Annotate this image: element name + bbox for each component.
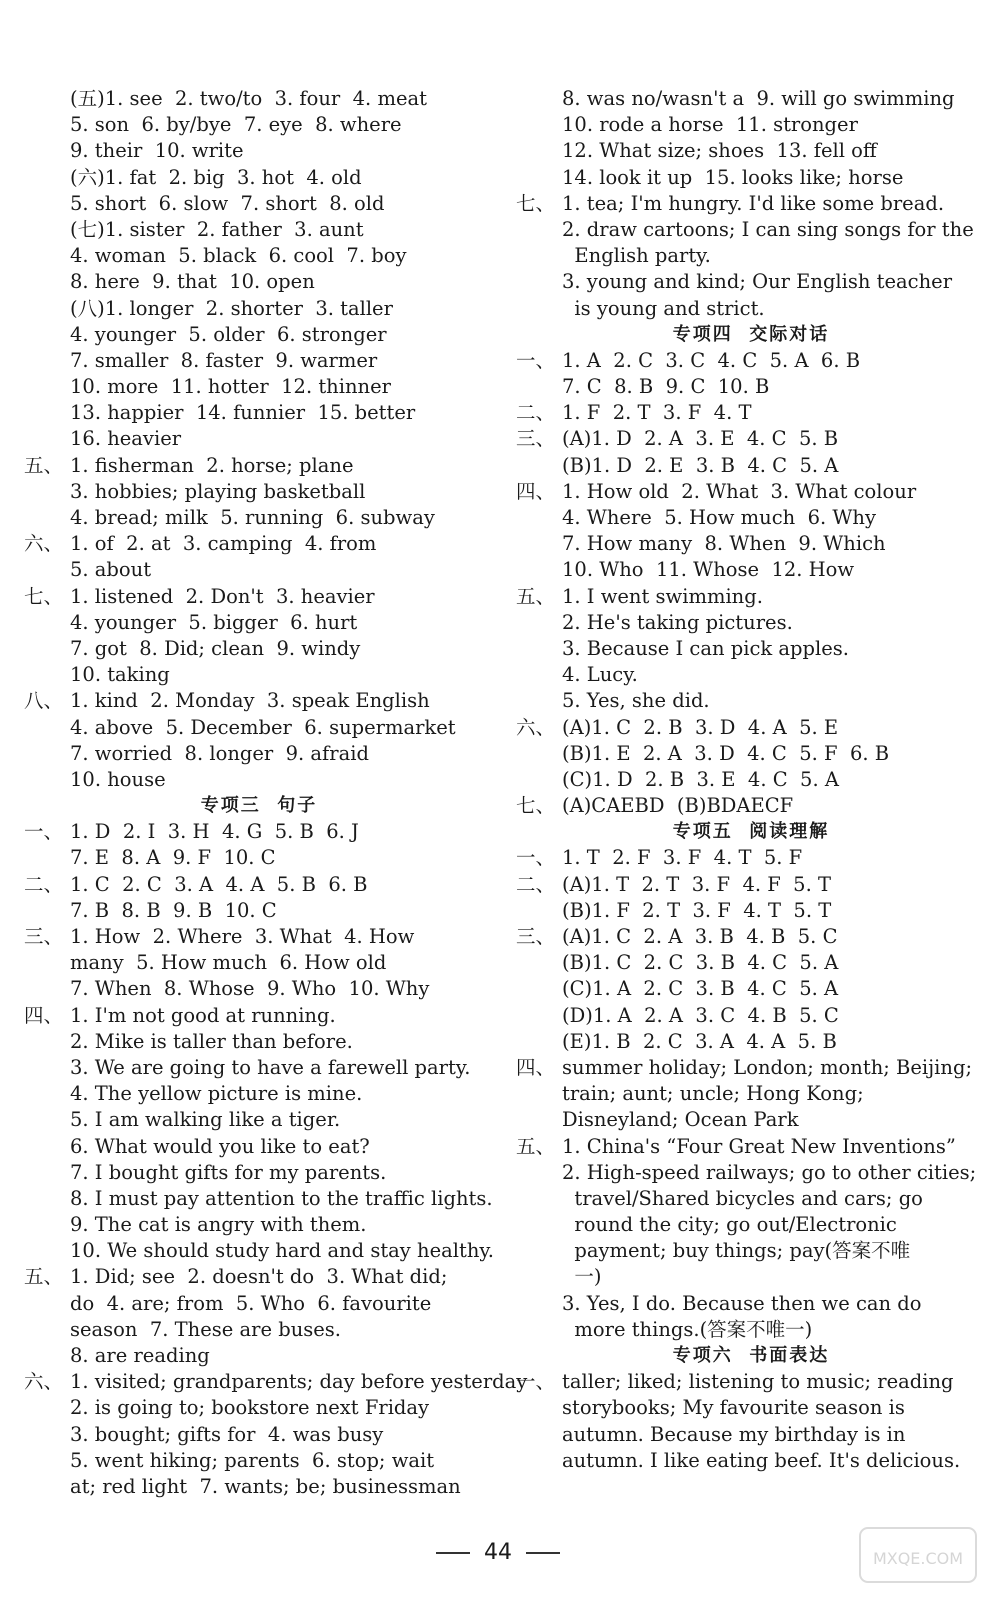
answer-line xyxy=(516,1160,986,1186)
answer-line xyxy=(24,453,494,479)
answer-line xyxy=(516,191,986,217)
answer-text: 7. When 8. Whose 9. Who 10. Why xyxy=(70,977,430,1001)
answer-text: 2. Mike is taller than before. xyxy=(70,1029,353,1053)
answer-line xyxy=(24,426,494,452)
answer-text: (五)1. see 2. two/to 3. four 4. meat xyxy=(70,87,427,110)
item-marker: 四、 xyxy=(24,1003,64,1027)
answer-line xyxy=(24,165,494,191)
answer-text: 14. look it up 15. looks like; horse xyxy=(562,165,904,189)
answer-line xyxy=(516,1395,986,1421)
answer-text: (七)1. sister 2. father 3. aunt xyxy=(70,217,364,241)
answer-line xyxy=(24,348,494,374)
answer-line xyxy=(24,1422,494,1448)
answer-line xyxy=(516,872,986,898)
answer-line xyxy=(516,505,986,531)
item-marker: 二、 xyxy=(516,872,556,896)
answer-text: 1. T 2. F 3. F 4. T 5. F xyxy=(562,846,803,870)
answer-text: 1. C 2. C 3. A 4. A 5. B 6. B xyxy=(70,872,368,896)
answer-text: 2. He's taking pictures. xyxy=(562,610,793,634)
answer-line xyxy=(24,296,494,322)
answer-text: at; red light 7. wants; be; businessman xyxy=(70,1474,461,1498)
answer-text: (C)1. D 2. B 3. E 4. C 5. A xyxy=(562,767,839,791)
answer-line xyxy=(516,1029,986,1055)
answer-line xyxy=(24,688,494,714)
answer-line xyxy=(24,505,494,531)
answer-text: (C)1. A 2. C 3. B 4. C 5. A xyxy=(562,977,839,1001)
answer-line xyxy=(516,1107,986,1133)
answer-text: 1. D 2. I 3. H 4. G 5. B 6. J xyxy=(70,820,359,844)
section-heading xyxy=(516,322,986,348)
answer-text: 3. young and kind; Our English teacher xyxy=(562,270,953,294)
answer-line xyxy=(24,374,494,400)
answer-line xyxy=(24,243,494,269)
answer-text: 4. above 5. December 6. supermarket xyxy=(70,715,456,739)
answer-text: (A)1. T 2. T 3. F 4. F 5. T xyxy=(562,872,831,896)
right-column xyxy=(516,86,986,1474)
answer-line xyxy=(516,1448,986,1474)
answer-text: 6. What would you like to eat? xyxy=(70,1134,370,1158)
answer-line xyxy=(24,1238,494,1264)
answer-text: 1. A 2. C 3. C 4. C 5. A 6. B xyxy=(562,348,861,372)
answer-text: (E)1. B 2. C 3. A 4. A 5. B xyxy=(562,1029,837,1053)
answer-text: 16. heavier xyxy=(70,427,182,451)
answer-text: 专项三 句子 xyxy=(200,795,318,817)
answer-line xyxy=(24,557,494,583)
answer-line xyxy=(24,138,494,164)
answer-text: (B)1. F 2. T 3. F 4. T 5. T xyxy=(562,898,832,922)
item-marker: 三、 xyxy=(24,925,64,948)
answer-line xyxy=(24,662,494,688)
answer-text: 7. I bought gifts for my parents. xyxy=(70,1160,387,1184)
answer-text: 4. younger 5. older 6. stronger xyxy=(70,322,387,346)
answer-line xyxy=(516,426,986,452)
item-marker: 一、 xyxy=(516,846,556,870)
answer-line xyxy=(24,1107,494,1133)
answer-text: 7. How many 8. When 9. Which xyxy=(562,532,886,556)
answer-line xyxy=(516,741,986,767)
answer-text: 9. their 10. write xyxy=(70,139,244,163)
answer-text: 5. son 6. by/bye 7. eye 8. where xyxy=(70,113,402,137)
answer-text: 10. taking xyxy=(70,663,170,687)
answer-line xyxy=(24,636,494,662)
answer-text: (八)1. longer 2. shorter 3. taller xyxy=(70,296,393,320)
answer-text: 9. The cat is angry with them. xyxy=(70,1213,367,1237)
answer-line xyxy=(24,1264,494,1290)
answer-text: 10. more 11. hotter 12. thinner xyxy=(70,375,391,399)
answer-text: 2. draw cartoons; I can sing songs for the xyxy=(562,217,974,241)
answer-line xyxy=(24,872,494,898)
item-marker: 七、 xyxy=(24,584,64,608)
answer-line xyxy=(24,950,494,976)
answer-line xyxy=(24,610,494,636)
answer-text: (B)1. E 2. A 3. D 4. C 5. F 6. B xyxy=(562,741,890,765)
answer-text: 3. Because I can pick apples. xyxy=(562,636,849,660)
answer-text: 10. rode a horse 11. stronger xyxy=(562,113,858,137)
answer-text: 1. listened 2. Don't 3. heavier xyxy=(70,584,375,608)
answer-line xyxy=(516,479,986,505)
answer-line xyxy=(24,1003,494,1029)
answer-text: (A)1. C 2. B 3. D 4. A 5. E xyxy=(562,715,839,739)
answer-text: 7. E 8. A 9. F 10. C xyxy=(70,846,276,870)
answer-line xyxy=(24,400,494,426)
answer-text: English party. xyxy=(562,244,711,268)
answer-text: 5. I am walking like a tiger. xyxy=(70,1108,341,1132)
answer-text: 专项六 书面表达 xyxy=(672,1345,830,1366)
answer-text: 1. F 2. T 3. F 4. T xyxy=(562,401,752,425)
answer-text: 专项四 交际对话 xyxy=(672,323,830,345)
section-heading xyxy=(516,819,986,845)
answer-text: 7. got 8. Did; clean 9. windy xyxy=(70,636,361,660)
answer-text: 3. We are going to have a farewell party. xyxy=(70,1055,471,1079)
answer-line xyxy=(24,767,494,793)
answer-line xyxy=(516,112,986,138)
answer-line xyxy=(24,819,494,845)
answer-text: 2. is going to; bookstore next Friday xyxy=(70,1396,430,1420)
answer-line xyxy=(24,1186,494,1212)
answer-line xyxy=(24,741,494,767)
item-marker: 六、 xyxy=(516,715,556,739)
answer-text: 12. What size; shoes 13. fell off xyxy=(562,139,877,163)
answer-line xyxy=(516,976,986,1002)
answer-text: 4. Lucy. xyxy=(562,663,638,687)
answer-line xyxy=(24,1474,494,1500)
answer-text: (六)1. fat 2. big 3. hot 4. old xyxy=(70,165,362,189)
answer-line xyxy=(516,793,986,819)
answer-text: Disneyland; Ocean Park xyxy=(562,1108,799,1132)
answer-line xyxy=(516,688,986,714)
answer-text: 7. smaller 8. faster 9. warmer xyxy=(70,348,378,372)
section-heading xyxy=(516,1343,986,1369)
answer-text: 7. worried 8. longer 9. afraid xyxy=(70,741,369,765)
answer-line xyxy=(516,584,986,610)
answer-text: is young and strict. xyxy=(562,296,765,320)
item-marker: 七、 xyxy=(516,191,556,215)
item-marker: 五、 xyxy=(516,1134,556,1158)
answer-text: 8. I must pay attention to the traffic lights. xyxy=(70,1186,493,1210)
answer-text: 5. went hiking; parents 6. stop; wait xyxy=(70,1448,435,1472)
answer-text: 7. C 8. B 9. C 10. B xyxy=(562,375,770,399)
answer-line xyxy=(24,1317,494,1343)
answer-text: 5. short 6. slow 7. short 8. old xyxy=(70,191,385,215)
answer-line xyxy=(516,217,986,243)
item-marker: 一、 xyxy=(516,348,556,372)
answer-text: (A)CAEBD (B)BDAECF xyxy=(562,794,794,818)
answer-line xyxy=(516,1238,986,1264)
item-marker: 六、 xyxy=(24,1370,64,1394)
answer-text: (B)1. C 2. C 3. B 4. C 5. A xyxy=(562,951,839,975)
item-marker: 一、 xyxy=(24,820,64,844)
answer-text: 3. Yes, I do. Because then we can do xyxy=(562,1291,922,1315)
answer-line xyxy=(516,610,986,636)
item-marker: 七、 xyxy=(516,794,556,818)
answer-line xyxy=(516,400,986,426)
answer-line xyxy=(516,1422,986,1448)
answer-text: 1. fisherman 2. horse; plane xyxy=(70,453,354,477)
item-marker: 五、 xyxy=(24,453,64,477)
item-marker: 三、 xyxy=(516,427,556,451)
answer-line xyxy=(516,374,986,400)
answer-line xyxy=(24,1029,494,1055)
answer-line xyxy=(24,1343,494,1369)
left-column xyxy=(24,86,528,1500)
answer-line xyxy=(24,217,494,243)
answer-line xyxy=(24,924,494,950)
answer-line xyxy=(516,950,986,976)
answer-line xyxy=(516,924,986,950)
answer-text: do 4. are; from 5. Who 6. favourite xyxy=(70,1291,432,1315)
answer-line xyxy=(24,86,494,112)
answer-line xyxy=(24,1212,494,1238)
answer-line xyxy=(516,165,986,191)
answer-line xyxy=(516,269,986,295)
answer-line xyxy=(24,1291,494,1317)
item-marker: 一、 xyxy=(516,1370,556,1394)
answer-line xyxy=(24,191,494,217)
answer-line xyxy=(516,1055,986,1081)
answer-text: 8. was no/wasn't a 9. will go swimming xyxy=(562,87,955,110)
answer-text: 2. High-speed railways; go to other cities; xyxy=(562,1160,977,1184)
answer-text: travel/Shared bicycles and cars; go xyxy=(562,1186,923,1210)
answer-line xyxy=(516,243,986,269)
answer-text: 5. about xyxy=(70,558,152,582)
answer-line xyxy=(516,898,986,924)
page-number xyxy=(0,1540,996,1565)
answer-line xyxy=(516,1212,986,1238)
answer-line xyxy=(516,1081,986,1107)
answer-text: season 7. These are buses. xyxy=(70,1317,342,1341)
answer-text: 1. kind 2. Monday 3. speak English xyxy=(70,689,430,713)
answer-line xyxy=(516,662,986,688)
answer-text: 1. tea; I'm hungry. I'd like some bread. xyxy=(562,191,945,215)
answer-line xyxy=(24,584,494,610)
answer-text: 3. bought; gifts for 4. was busy xyxy=(70,1422,384,1446)
watermark-logo xyxy=(858,1526,978,1584)
answer-text: 10. Who 11. Whose 12. How xyxy=(562,558,855,582)
answer-line xyxy=(516,1317,986,1343)
answer-line xyxy=(24,1395,494,1421)
answer-line xyxy=(516,1186,986,1212)
item-marker: 八、 xyxy=(24,689,64,713)
answer-text: 5. Yes, she did. xyxy=(562,689,710,713)
watermark-text: MXQE.COM xyxy=(872,1549,964,1568)
item-marker: 六、 xyxy=(24,532,64,556)
page-number-text: 44 xyxy=(484,1540,512,1565)
answer-text: 4. woman 5. black 6. cool 7. boy xyxy=(70,244,407,268)
answer-text: 1. Did; see 2. doesn't do 3. What did; xyxy=(70,1265,448,1289)
answer-line xyxy=(516,1264,986,1290)
answer-line xyxy=(24,715,494,741)
item-marker: 四、 xyxy=(516,1055,556,1079)
answer-text: 10. house xyxy=(70,767,166,791)
dash-right xyxy=(526,1552,560,1554)
item-marker: 二、 xyxy=(24,872,64,896)
answer-line xyxy=(516,1369,986,1395)
answer-text: (B)1. D 2. E 3. B 4. C 5. A xyxy=(562,453,839,477)
answer-line xyxy=(24,269,494,295)
answer-line xyxy=(24,845,494,871)
answer-line xyxy=(24,531,494,557)
answer-line xyxy=(24,1369,528,1395)
answer-line xyxy=(516,138,986,164)
answer-line xyxy=(24,112,494,138)
answer-line xyxy=(24,1160,494,1186)
answer-line xyxy=(24,1055,494,1081)
answer-text: 4. The yellow picture is mine. xyxy=(70,1082,363,1106)
answer-text: 1. China's “Four Great New Inventions” xyxy=(562,1134,956,1158)
answer-text: 13. happier 14. funnier 15. better xyxy=(70,401,416,425)
answer-line xyxy=(24,1134,494,1160)
answer-text: many 5. How much 6. How old xyxy=(70,951,387,975)
answer-line xyxy=(516,86,986,112)
answer-text: 4. Where 5. How much 6. Why xyxy=(562,506,876,529)
item-marker: 四、 xyxy=(516,479,556,503)
answer-line xyxy=(516,531,986,557)
answer-line xyxy=(24,1081,494,1107)
answer-text: (A)1. D 2. A 3. E 4. C 5. B xyxy=(562,427,839,451)
answer-text: storybooks; My favourite season is xyxy=(562,1396,905,1420)
answer-line xyxy=(516,348,986,374)
answer-text: 专项五 阅读理解 xyxy=(672,821,830,843)
answer-text: 1. I went swimming. xyxy=(562,584,763,608)
answer-line xyxy=(516,715,986,741)
answer-text: (A)1. C 2. A 3. B 4. B 5. C xyxy=(562,925,838,948)
answer-line xyxy=(516,1003,986,1029)
answer-text: 4. younger 5. bigger 6. hurt xyxy=(70,610,358,634)
dash-left xyxy=(436,1552,470,1554)
answer-line xyxy=(24,479,494,505)
answer-text: 1. How old 2. What 3. What colour xyxy=(562,479,917,503)
answer-line xyxy=(24,1448,494,1474)
answer-line xyxy=(516,767,986,793)
answer-text: 4. bread; milk 5. running 6. subway xyxy=(70,506,435,529)
answer-text: summer holiday; London; month; Beijing; xyxy=(562,1055,973,1079)
answer-text: train; aunt; uncle; Hong Kong; xyxy=(562,1082,864,1106)
item-marker: 三、 xyxy=(516,925,556,948)
section-heading xyxy=(24,793,494,819)
answer-text: 1. I'm not good at running. xyxy=(70,1003,336,1027)
answer-text: 3. hobbies; playing basketball xyxy=(70,479,366,503)
answer-line xyxy=(24,898,494,924)
answer-line xyxy=(516,1134,986,1160)
answer-line xyxy=(24,976,494,1002)
answer-text: (D)1. A 2. A 3. C 4. B 5. C xyxy=(562,1003,839,1027)
answer-text: 1. How 2. Where 3. What 4. How xyxy=(70,925,415,948)
answer-text: 7. B 8. B 9. B 10. C xyxy=(70,898,277,922)
answer-text: 10. We should study hard and stay healthy. xyxy=(70,1239,495,1263)
item-marker: 五、 xyxy=(24,1265,64,1289)
answer-text: round the city; go out/Electronic xyxy=(562,1213,897,1237)
answer-text: 一) xyxy=(562,1265,602,1289)
item-marker: 五、 xyxy=(516,584,556,608)
answer-line xyxy=(516,296,986,322)
answer-line xyxy=(516,1291,986,1317)
answer-line xyxy=(516,453,986,479)
answer-text: autumn. Because my birthday is in xyxy=(562,1422,906,1446)
answer-line xyxy=(24,322,494,348)
answer-text: 1. of 2. at 3. camping 4. from xyxy=(70,532,377,556)
answer-text: 8. here 9. that 10. open xyxy=(70,270,315,294)
answer-text: 1. visited; grandparents; day before yesterday xyxy=(70,1370,528,1394)
answer-text: more things.(答案不唯一) xyxy=(562,1317,813,1341)
answer-text: payment; buy things; pay(答案不唯 xyxy=(562,1239,911,1263)
answer-line xyxy=(516,845,986,871)
answer-text: autumn. I like eating beef. It's delicious. xyxy=(562,1448,961,1472)
answer-text: taller; liked; listening to music; reading xyxy=(562,1370,954,1394)
answer-line xyxy=(516,636,986,662)
answer-text: 8. are reading xyxy=(70,1344,210,1367)
answer-line xyxy=(516,557,986,583)
item-marker: 二、 xyxy=(516,401,556,425)
